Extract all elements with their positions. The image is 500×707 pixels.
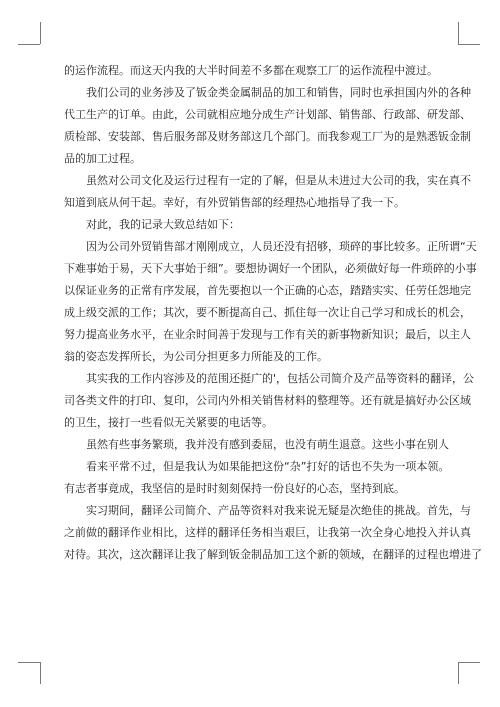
document-body [64, 60, 482, 566]
crop-mark-bottom-right [458, 662, 459, 684]
text-line: 的卫生，接打一些看似无关紧要的电话等。 [64, 416, 273, 429]
text-line: 实习期间，翻译公司简介、产品等资料对我来说无疑是次绝佳的挑战。首先，与 [86, 504, 471, 517]
text-line: 有志者事竟成，我坚信的是时时刻刻保持一份良好的心态，坚持到底。 [64, 482, 405, 495]
text-line: 虽然对公司文化及运行过程有一定的了解，但是从未进过大公司的我，实在真不 [86, 174, 471, 187]
text-line: 努力提高业务水平，在业余时间善于发现与工作有关的新事物新知识；最后，以主人 [64, 328, 471, 341]
crop-mark-top-left [40, 22, 41, 44]
text-line: 虽然有些事务繁琐，我并没有感到委屈，也没有萌生退意。这些小事在别人 [86, 438, 449, 451]
crop-mark-bottom-left [18, 662, 40, 663]
text-line: 质检部、安装部、售后服务部及财务部这几个部门。而我参观工厂为的是熟悉钣金制 [64, 130, 471, 143]
text-line: 司各类文件的打印、复印，公司内外相关销售材料的整理等。还有就是搞好办公区域 [64, 394, 471, 407]
text-line: 品的加工过程。 [64, 152, 141, 165]
text-line: 的运作流程。而这天内我的大半时间差不多都在观察工厂的运作流程中渡过。 [64, 64, 438, 77]
text-line: 我们公司的业务涉及了钣金类金属制品的加工和销售，同时也承担国内外的各种 [86, 86, 471, 99]
crop-mark-bottom-left [40, 662, 41, 684]
text-line: 代工生产的订单。由此，公司就相应地分成生产计划部、销售部、行政部、研发部、 [64, 108, 471, 121]
text-line: 成上级交派的工作；其次，要不断提高自己、抓住每一次让自己学习和成长的机会， [64, 306, 471, 319]
crop-mark-top-right [458, 44, 480, 45]
text-line: 因为公司外贸销售部才刚刚成立，人员还没有招够，琐碎的事比较多。正所谓“天 [86, 240, 477, 253]
text-line: 翁的姿态发挥所长，为公司分担更多力所能及的工作。 [64, 350, 328, 363]
text-line: 之前做的翻译作业相比，这样的翻译任务相当艰巨，让我第一次全身心地投入并认真 [64, 526, 471, 539]
text-line: 对待。其次，这次翻译让我了解到钣金制品加工这个新的领域，在翻译的过程也增进了 [64, 548, 482, 561]
text-line: 以保证业务的正常有序发展，首先要抱以一个正确的心态，踏踏实实、任劳任怨地完 [64, 284, 471, 297]
text-line: 其实我的工作内容涉及的范围还挺广的'，包括公司简介及产品等资料的翻译，公 [86, 372, 475, 385]
crop-mark-top-left [18, 44, 40, 45]
crop-mark-bottom-right [458, 662, 480, 663]
crop-mark-top-right [458, 22, 459, 44]
text-line: 看来平常不过，但是我认为如果能把这份“杂”打好的话也不失为一项本领。 [86, 460, 450, 473]
text-line: 下难事始于易，天下大事始于细”。要想协调好一个团队，必须做好每一件琐碎的小事 [64, 262, 477, 275]
text-line: 知道到底从何干起。幸好，有外贸销售部的经理热心地指导了我一下。 [64, 196, 405, 209]
text-line: 对此，我的记录大致总结如下： [86, 218, 240, 231]
